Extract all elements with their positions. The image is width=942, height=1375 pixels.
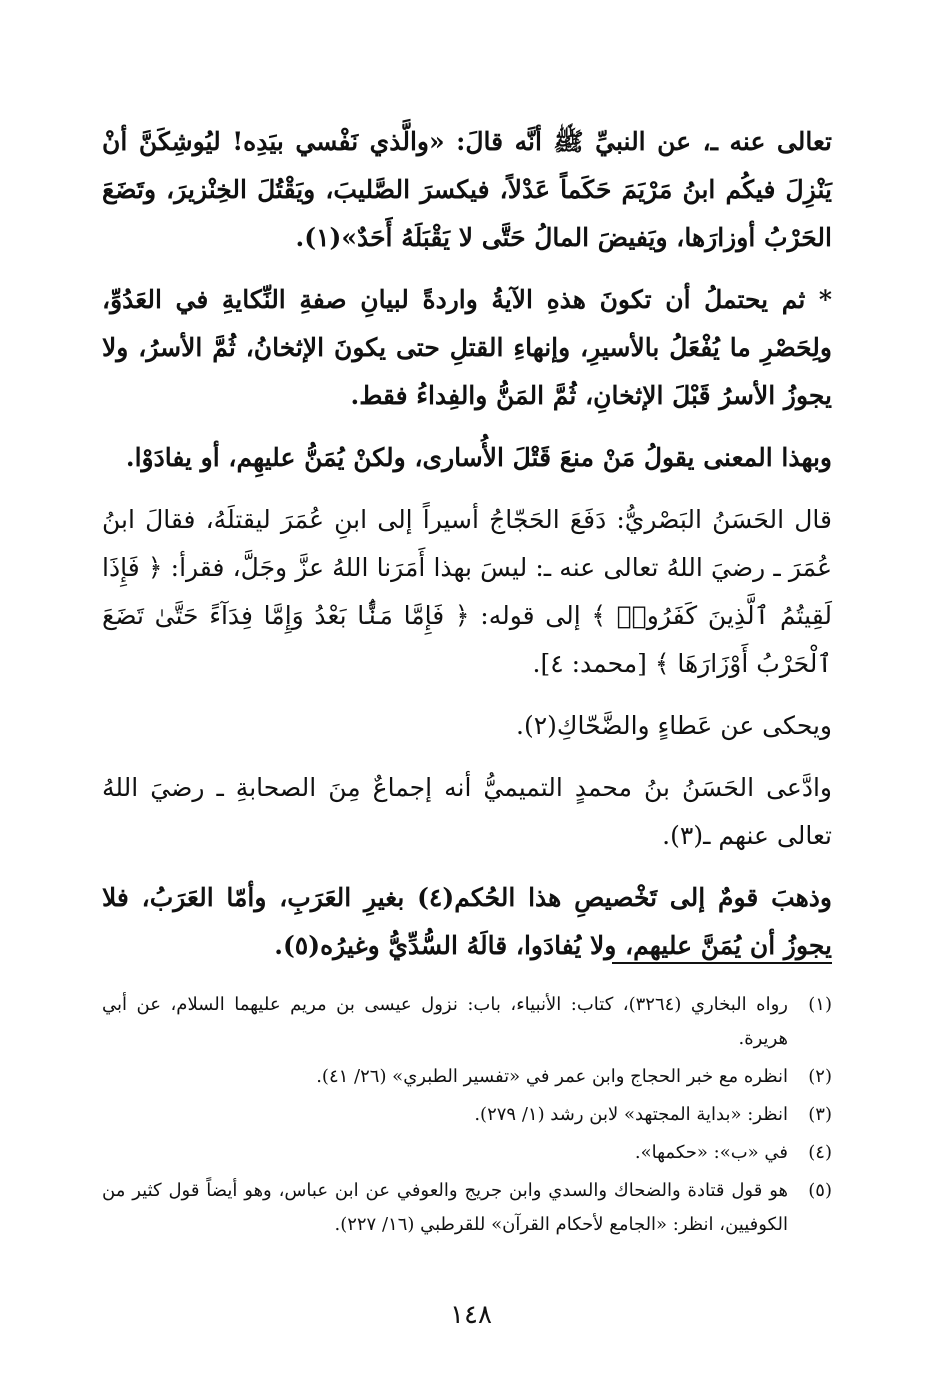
- footnote-text: انظره مع خبر الحجاج وابن عمر في «تفسير الطبري» (٢٦/ ٤١).: [316, 1066, 788, 1087]
- footnote-number: (٥): [808, 1180, 832, 1201]
- paragraph-prisoners-ruling: وبهذا المعنى يقولُ مَنْ منعَ قَتْلَ الأُسارى، ولكنْ يُمَنُّ عليهِم، أو يفادَوْا.: [125, 443, 832, 472]
- paragraph-hadith: تعالى عنه ـ، عن النبيِّ ﷺ أنَّه قالَ: «والَّذي نَفْسي بيَدِه! ليُوشِكَنَّ أنْ يَنْزِلَ فيكُم ابنُ مَرْيَمَ حَكَماً عَدْلاً، فيكسرَ الصَّليبَ، ويَقْتُلَ الخِنْزيرَ، وتَضَعَ الحَرْبُ أوزارَها، ويَفيضَ المالُ حَتَّى لا يَقْبَلَهُ أَحَدٌ»(١).: [102, 127, 832, 252]
- footnote-separator: [612, 962, 832, 964]
- paragraph-verse-interpretation: * ثم يحتملُ أن تكونَ هذهِ الآيةُ واردةً لبيانِ صفةِ النِّكايةِ في العَدُوِّ، ولِحَصْرِ ما يُفْعَلُ بالأسيرِ، وإنهاءِ القتلِ حتى يكونَ الإثخانُ، ثُمَّ الأسرُ، ولا يجوزُ الأسرُ قَبْلَ الإثخانِ، ثُمَّ المَنُّ والفِداءُ فقط.: [102, 285, 832, 410]
- footnote-text: انظر: «بداية المجتهد» لابن رشد (١/ ٢٧٩).: [474, 1104, 788, 1125]
- footnote-number: (٣): [808, 1104, 832, 1125]
- footnote-number: (١): [808, 994, 832, 1015]
- paragraph-arabs-specification: وذهبَ قومٌ إلى تَخْصيصِ هذا الحُكم(٤) بغيرِ العَرَبِ، وأمّا العَرَبُ، فلا يجوزُ أن يُمَنَّ عليهم، ولا يُفادَوا، قالَهُ السُّدِّيُّ وغيرُه(٥).: [102, 883, 833, 960]
- footnote-text: رواه البخاري (٣٢٦٤)، كتاب: الأنبياء، باب: نزول عيسى بن مريم عليهما السلام، عن أبي هريرة.: [102, 994, 788, 1049]
- footnote-text: هو قول قتادة والضحاك والسدي وابن جريج والعوفي عن ابن عباس، وهو أيضاً قول كثير من الكوفيين، انظر: «الجامع لأحكام القرآن» للقرطبي (١٦/ ٢٢٧).: [102, 1180, 788, 1235]
- footnote-text: في «ب»: «حكمها».: [634, 1142, 788, 1163]
- footnotes: [102, 988, 832, 1246]
- paragraph-consensus: وادَّعى الحَسَنُ بنُ محمدٍ التميميُّ أنه إجماعٌ مِنَ الصحابةِ ـ رضيَ اللهُ تعالى عنهم ـ(٣).: [102, 773, 832, 850]
- footnote: [102, 1098, 832, 1132]
- footnote-number: (٤): [808, 1142, 832, 1163]
- main-text: [102, 118, 832, 984]
- footnote: [102, 1060, 832, 1094]
- footnote: [102, 1136, 832, 1170]
- footnote: [102, 988, 832, 1056]
- paragraph-ata-dahhak: ويحكى عن عَطاءٍ والضَّحّاكِ(٢).: [516, 711, 832, 740]
- footnote: [102, 1174, 832, 1242]
- paragraph-hasan-basri: قال الحَسَنُ البَصْريُّ: دَفَعَ الحَجّاجُ أسيراً إلى ابنِ عُمَرَ ليقتلَهُ، فقالَ ابنُ عُمَرَ ـ رضيَ اللهُ تعالى عنه ـ: ليسَ بهذا أَمَرَنا اللهُ عزَّ وجَلَّ، فقرأ: ﴿ فَإِذَا لَقِيتُمُ ٱلَّذِينَ كَفَرُوا۟ ﴾ إلى قوله: ﴿ فَإِمَّا مَنًّۢا بَعْدُ وَإِمَّا فِدَآءً حَتَّىٰ تَضَعَ ٱلْحَرْبُ أَوْزَارَهَا ﴾ [محمد: ٤].: [102, 505, 832, 678]
- footnote-number: (٢): [808, 1066, 832, 1087]
- page-number: ١٤٨: [450, 1300, 492, 1330]
